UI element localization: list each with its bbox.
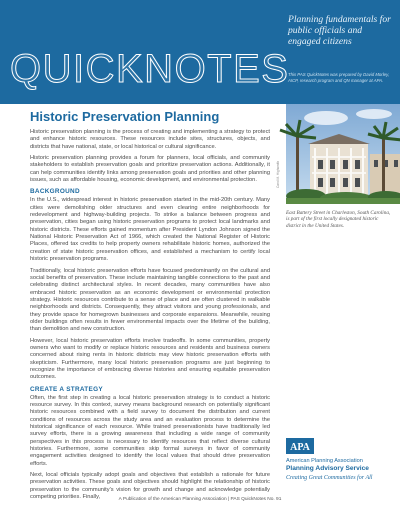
apa-branding — [286, 438, 398, 490]
organization-name: American Planning Association — [286, 458, 363, 464]
intro-paragraph: Historic preservation planning provides a forum for planners, local officials, and community stakeholders to establish preservation goals and prioritize preservation actions. Additionally, it can help communities identify links among preservation goals and priorities and other planning issues, such as affordable housing, economic development, and environmental protection. — [30, 155, 270, 184]
apa-logo-icon — [286, 438, 314, 458]
publication-footer: A Publication of the American Planning Association | PAS QuickNotes No. 91 — [118, 497, 282, 502]
organization-service: Planning Advisory Service — [286, 465, 369, 472]
photo-caption: East Battery Street in Charleston, South Carolina, is part of the first locally designated historic district in the United States. — [286, 210, 391, 229]
organization-slogan: Creating Great Communities for All — [286, 475, 373, 481]
header-band — [0, 0, 400, 104]
body-paragraph: Traditionally, local historic preservation efforts have focused predominantly on the cultural and social benefits of preservation. These include maintaining tangible connections to the past and celebrating distinct architectural styles. In recent decades, many communities have also embraced historic preservation as an economic development or environmental protection strategy. Historic resources contribute to a sense of place and are often clustered in walkable neighborhoods and districts. Consequently, they attract visitors and young professionals, and they provide space for homegrown businesses and corporate expansions. Meanwhile, reusing older buildings often results in fewer environmental impacts over the lifetime of the building, than demolition and new construction. — [30, 267, 270, 333]
intro-paragraph: Historic preservation planning is the process of creating and implementing a strategy to protect and enhance historic resources. These resources include sites, structures, objects, and districts that have national, state, or local historical or cultural significance. — [30, 129, 270, 150]
body-paragraph: Next, local officials typically adopt goals and objectives that establish a rationale for future preservation activities. These goals and objectives should highlight the relationship of historic preservation to the community's vision for growth and change and acknowledge potentially competing priorities. Finally, — [30, 472, 270, 501]
photo-credit: Carol M. Highsmith — [276, 160, 280, 188]
body-paragraph: Often, the first step in creating a local historic preservation strategy is to conduct a historic resource survey. In this context, survey means background research on potentially significant historic resources combined with a field survey to document the distribution and current conditions of resources across the study area and an evaluation process to determine the historical significance of each resource. While trained preservationists have traditionally led survey efforts, there is a growing awareness that including a wide range of community perspectives in this process is necessary to identify resources that reflect diverse cultural histories. Furthermore, some communities skip formal surveys in favor of community engagement activities designed to identify the local values that should drive preservation efforts. — [30, 394, 270, 467]
section-heading-background: BACKGROUND — [30, 188, 80, 196]
section-heading-create-strategy: CREATE A STRATEGY — [30, 385, 103, 393]
historic-street-photo — [286, 104, 400, 204]
body-paragraph: However, local historic preservation efforts involve tradeoffs. In some communities, property owners who want to modify or replace historic resources and residents and business owners concerned about rising rents in historic districts may view historic preservation efforts with skepticism. Furthermore, many local historic preservation programs are just beginning to recognize the importance of embracing diverse histories and ensuring equitable preservation outcomes. — [30, 337, 270, 381]
apa-logo-text: APA — [290, 442, 310, 453]
issue-author-note: This PAS QuickNotes was prepared by David Morley, AICP, research program and QN manager at APA. — [288, 72, 390, 83]
series-title: QUICKNOTES — [10, 47, 290, 91]
body-paragraph: In the U.S., widespread interest in historic preservation started in the mid-20th century. Many cities were demolishing older structures and even clearing entire neighborhoods for redevelopment and highway-building projects. To strike a balance between progress and preservation, cities began using historic preservation programs to protect local landmarks and historic districts. These efforts gained momentum after President Lyndon Johnson signed the National Historic Preservation Act of 1966, which created the National Register of Historic Places, offered tax credits to help property owners rehabilitate historic homes, authorized the creation of state historic preservation offices, and established a mechanism to certify local historic preservation programs. — [30, 197, 270, 263]
series-tagline: Planning fundamentals for public officials and engaged citizens — [288, 14, 391, 47]
page-title: Historic Preservation Planning — [30, 109, 220, 124]
